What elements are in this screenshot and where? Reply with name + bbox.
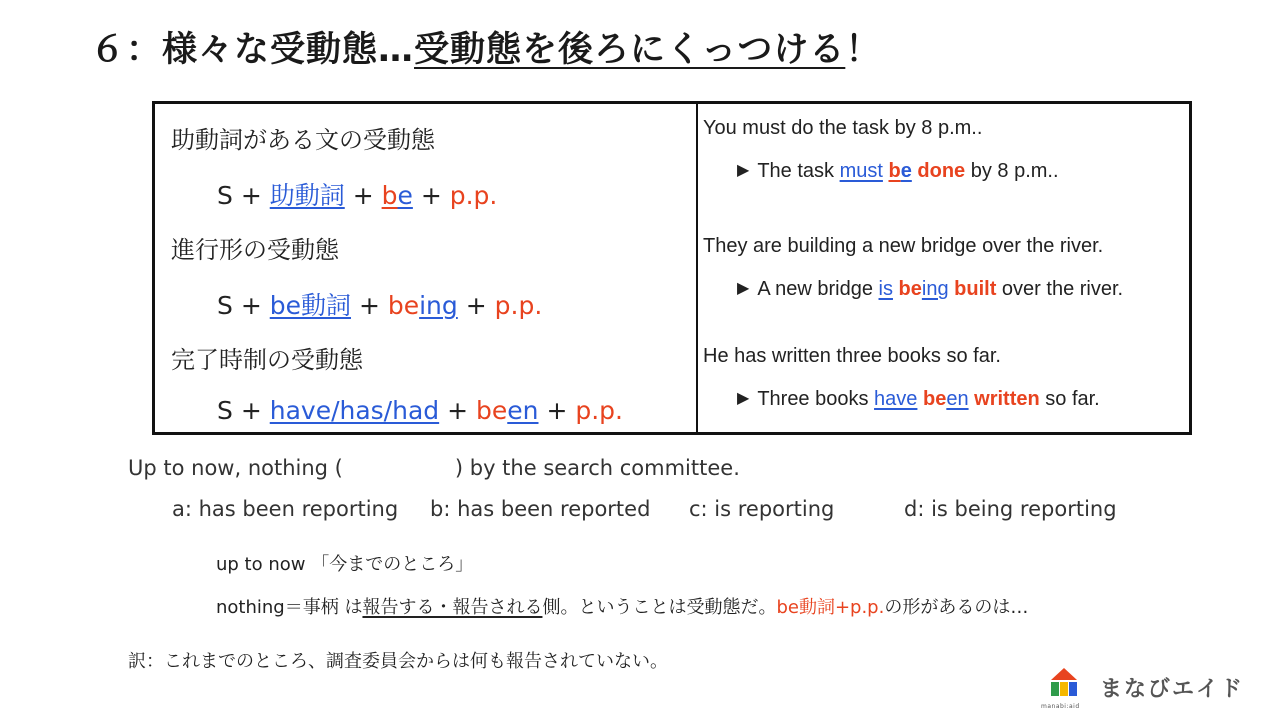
formula-plus: + bbox=[358, 291, 380, 320]
formula-be-red: be bbox=[387, 291, 420, 320]
formula-subject: S bbox=[217, 181, 233, 210]
answer-pre: The task bbox=[757, 160, 835, 182]
formula-be-blue: e bbox=[397, 181, 413, 210]
formula-plus: + bbox=[420, 181, 442, 210]
formula-pp: p.p. bbox=[494, 291, 543, 320]
answer-pp: built bbox=[954, 278, 997, 300]
brand-logo-icon bbox=[1047, 666, 1081, 700]
formula-plus: + bbox=[546, 396, 568, 425]
formula-be-red: b bbox=[381, 181, 398, 210]
formula-plus: + bbox=[465, 291, 487, 320]
formula-be-blue: ing bbox=[419, 291, 458, 320]
question-sentence bbox=[128, 456, 740, 480]
title-underlined: 受動態を後ろにくっつける bbox=[414, 30, 846, 70]
title-prefix: ６：様々な受動態… bbox=[90, 30, 415, 70]
formula-pp: p.p. bbox=[449, 181, 498, 210]
formula-plus: + bbox=[240, 396, 262, 425]
note-part-c: 側。ということは受動態だ。 bbox=[542, 597, 777, 618]
question-after: ) by the search committee. bbox=[454, 456, 740, 480]
page-title bbox=[90, 22, 881, 72]
answer-be-red: be bbox=[922, 388, 947, 410]
formula-aux: be動詞 bbox=[269, 291, 351, 320]
answer-aux: have bbox=[874, 388, 918, 410]
answer-be-red: be bbox=[898, 278, 922, 300]
answer-pp: done bbox=[917, 160, 966, 182]
question-before: Up to now, nothing ( bbox=[128, 456, 343, 480]
example-sentence-2: They are building a new bridge over the river. bbox=[703, 235, 1104, 257]
choice-d: d: is being reporting bbox=[904, 497, 1117, 521]
formula-plus: + bbox=[447, 396, 469, 425]
answer-post: over the river. bbox=[1001, 278, 1124, 300]
title-suffix: ！ bbox=[845, 30, 882, 70]
note-vocab: up to now 「今までのところ」 bbox=[216, 554, 474, 575]
note-part-a: nothing＝事柄 は bbox=[216, 597, 363, 618]
answer-post: so far. bbox=[1045, 388, 1100, 410]
play-arrow-icon: ▶ bbox=[737, 280, 750, 297]
answer-pp: written bbox=[974, 388, 1040, 410]
note-part-e: の形があるのは… bbox=[884, 597, 1029, 618]
choice-c: c: is reporting bbox=[689, 497, 835, 521]
answer-be-blue: en bbox=[946, 388, 969, 410]
answer-pre: Three books bbox=[757, 388, 869, 410]
formula-plus: + bbox=[240, 291, 262, 320]
rule-formula-progressive bbox=[217, 286, 542, 322]
grammar-table bbox=[152, 101, 1192, 435]
play-arrow-icon: ▶ bbox=[737, 162, 750, 179]
formula-plus: + bbox=[240, 181, 262, 210]
example-sentence-3: He has written three books so far. bbox=[703, 345, 1001, 367]
formula-plus: + bbox=[352, 181, 374, 210]
translation: 訳：これまでのところ、調査委員会からは何も報告されていない。 bbox=[128, 651, 668, 672]
answer-be-blue: e bbox=[900, 160, 912, 182]
play-arrow-icon: ▶ bbox=[737, 390, 750, 407]
formula-subject: S bbox=[217, 291, 233, 320]
example-answer-2 bbox=[737, 278, 1123, 301]
rule-formula-modal bbox=[217, 176, 497, 212]
formula-pp: p.p. bbox=[575, 396, 623, 425]
answer-post: by 8 p.m.. bbox=[970, 160, 1059, 182]
answer-be-blue: ing bbox=[921, 278, 949, 300]
answer-be-red: b bbox=[888, 160, 901, 182]
formula-subject: S bbox=[217, 396, 233, 425]
brand-mini-text: manabi:aid bbox=[1041, 703, 1080, 710]
note-part-b: 報告する・報告される bbox=[362, 597, 543, 618]
note-part-d: be動詞+p.p. bbox=[776, 597, 885, 618]
example-answer-1 bbox=[737, 160, 1059, 183]
choice-b: b: has been reported bbox=[430, 497, 651, 521]
choice-a: a: has been reporting bbox=[172, 497, 399, 521]
formula-be-red: be bbox=[476, 396, 508, 425]
example-sentence-1: You must do the task by 8 p.m.. bbox=[703, 117, 983, 139]
note-explanation bbox=[216, 593, 1028, 619]
rule-heading-perfect: 完了時制の受動態 bbox=[171, 346, 363, 374]
rule-heading-modal: 助動詞がある文の受動態 bbox=[171, 126, 435, 154]
answer-aux: must bbox=[839, 160, 883, 182]
formula-be-blue: en bbox=[507, 396, 539, 425]
formula-aux: 助動詞 bbox=[269, 181, 345, 210]
table-divider bbox=[696, 104, 698, 432]
rule-heading-progressive: 進行形の受動態 bbox=[171, 236, 339, 264]
example-answer-3 bbox=[737, 388, 1100, 411]
brand-name: まなびエイド bbox=[1100, 677, 1245, 702]
answer-aux: is bbox=[878, 278, 893, 300]
answer-pre: A new bridge bbox=[757, 278, 873, 300]
formula-aux: have/has/had bbox=[269, 396, 440, 425]
rule-formula-perfect bbox=[217, 396, 623, 425]
